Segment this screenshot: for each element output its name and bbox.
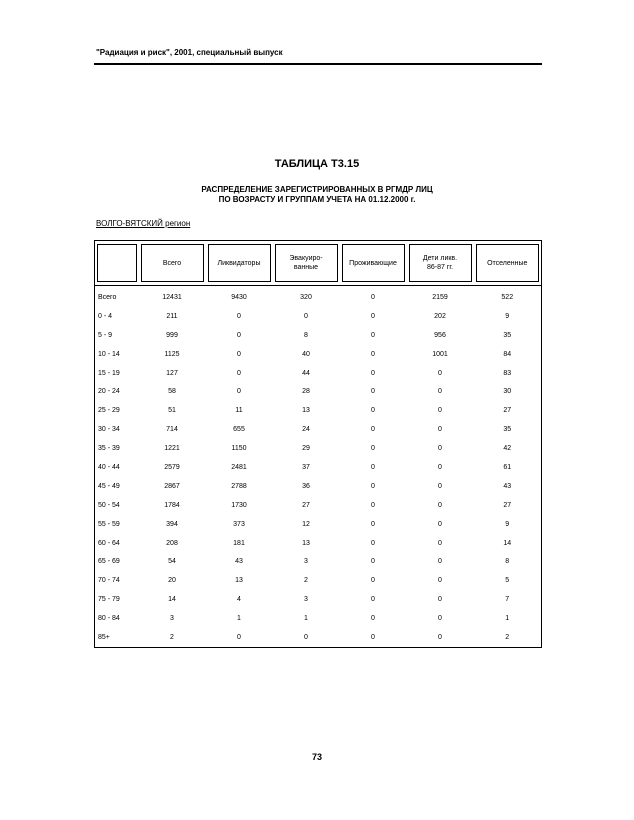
table-cell: 0: [438, 539, 442, 547]
row-label-cell: 45 - 49: [98, 482, 120, 490]
row-label-cell: 5 - 9: [98, 331, 113, 339]
table-cell: 3: [304, 558, 308, 566]
table-cell: 1730: [231, 501, 247, 509]
table-cell: 35: [503, 331, 512, 339]
table-cell: 0: [237, 331, 241, 339]
table-row: [95, 534, 542, 553]
table-cell: 0: [237, 369, 241, 377]
row-label-cell: 10 - 14: [98, 350, 120, 358]
table-cell: 9: [505, 312, 510, 320]
table-cell: 4: [237, 596, 241, 604]
table-cell: 956: [434, 331, 446, 339]
header-divider: [94, 63, 542, 65]
table-cell: 320: [300, 293, 312, 301]
row-label-cell: 15 - 19: [98, 369, 120, 377]
table-cell: 7: [505, 596, 510, 604]
table-cell: 13: [302, 407, 310, 415]
table-cell: 2: [304, 577, 308, 585]
table-cell: 2788: [231, 482, 247, 490]
table-cell: 27: [503, 407, 512, 415]
table-cell: 28: [302, 388, 310, 396]
table-cell: 37: [302, 463, 310, 471]
row-label-cell: 75 - 79: [98, 596, 120, 604]
table-cell: 0: [438, 369, 442, 377]
table-cell: 655: [233, 426, 245, 434]
table-cell: 0: [237, 633, 241, 641]
table-cell: 0: [438, 388, 442, 396]
table-cell: 2159: [432, 293, 448, 301]
table-cell: 0: [371, 463, 375, 471]
table-cell: 0: [438, 577, 442, 585]
table-row: [95, 401, 542, 420]
table-row: [95, 286, 542, 307]
table-cell: 522: [501, 293, 514, 301]
table-cell: 8: [505, 558, 510, 566]
table-subtitle: [0, 185, 634, 205]
table-cell: 2867: [164, 482, 180, 490]
table-cell: 40: [302, 350, 310, 358]
table-cell: 44: [302, 369, 310, 377]
table-cell: 0: [371, 312, 375, 320]
table-cell: 2: [505, 633, 510, 641]
table-cell: 3: [170, 615, 174, 623]
row-label-cell: 35 - 39: [98, 445, 120, 453]
table-cell: 0: [371, 539, 375, 547]
table-cell: 58: [168, 388, 176, 396]
table-cell: 0: [438, 501, 442, 509]
table-cell: 714: [166, 426, 178, 434]
table-cell: 2481: [231, 463, 247, 471]
table-cell: 0: [438, 463, 442, 471]
row-label-cell: 50 - 54: [98, 501, 120, 509]
table-cell: 3: [304, 596, 308, 604]
table-cell: 84: [503, 350, 512, 358]
table-cell: 29: [302, 445, 310, 453]
subtitle-line-2: ПО ВОЗРАСТУ И ГРУППАМ УЧЕТА НА 01.12.2000 г.: [218, 195, 416, 204]
table-cell: 36: [302, 482, 310, 490]
table-cell: 9430: [231, 293, 247, 301]
row-label-cell: 30 - 34: [98, 426, 120, 434]
table-cell: 27: [302, 501, 310, 509]
table-cell: 1784: [164, 501, 180, 509]
table-cell: 1: [237, 615, 241, 623]
table-row: [95, 590, 542, 609]
table-cell: 0: [371, 293, 375, 301]
table-row: [95, 420, 542, 439]
table-cell: 0: [438, 633, 442, 641]
subtitle-line-1: РАСПРЕДЕЛЕНИЕ ЗАРЕГИСТРИРОВАННЫХ В РГМДР ЛИЦ: [201, 185, 433, 194]
row-label-cell: 80 - 84: [98, 615, 120, 623]
table-row: [95, 326, 542, 345]
table-row: [95, 382, 542, 401]
table-cell: 0: [304, 312, 308, 320]
table-cell: 8: [304, 331, 308, 339]
table-cell: 0: [438, 615, 442, 623]
data-table: [94, 240, 542, 648]
table-cell: 35: [503, 426, 512, 434]
table-cell: 61: [503, 463, 512, 471]
table-cell: 0: [371, 596, 375, 604]
table-cell: 2: [170, 633, 174, 641]
table-row: [95, 458, 542, 477]
row-label-cell: 0 - 4: [98, 312, 113, 320]
table-title: ТАБЛИЦА Т3.15: [274, 158, 360, 170]
table-cell: 0: [371, 407, 375, 415]
column-header: [95, 241, 139, 286]
table-body: [95, 286, 542, 648]
table-row: [95, 345, 542, 364]
table-row: [95, 628, 542, 647]
table-cell: 202: [434, 312, 446, 320]
table-cell: 0: [371, 426, 375, 434]
table-cell: 14: [503, 539, 512, 547]
table-cell: 42: [503, 445, 512, 453]
table-cell: 20: [168, 577, 176, 585]
table-cell: 0: [371, 445, 375, 453]
row-label-cell: 25 - 29: [98, 407, 120, 415]
region-label: ВОЛГО-ВЯТСКИЙ регион: [96, 219, 191, 228]
table-row: [95, 609, 542, 628]
table-cell: 0: [237, 312, 241, 320]
running-header: "Радиация и риск", 2001, специальный выпуск: [96, 48, 283, 57]
row-label-cell: 70 - 74: [98, 577, 120, 585]
table-cell: 1: [304, 615, 308, 623]
row-label-cell: 60 - 64: [98, 539, 120, 547]
table-cell: 30: [503, 388, 512, 396]
row-label-cell: 40 - 44: [98, 463, 120, 471]
table-cell: 83: [503, 369, 512, 377]
table-cell: 9: [505, 520, 510, 528]
table-cell: 14: [168, 596, 176, 604]
table-cell: 0: [371, 350, 375, 358]
column-header: Ликвидаторы: [206, 241, 273, 286]
page-number: 73: [311, 752, 322, 762]
table-cell: 0: [438, 407, 442, 415]
column-header: Проживающие: [340, 241, 407, 286]
table-cell: 1: [505, 615, 510, 623]
table-cell: 0: [438, 482, 442, 490]
table-cell: 1125: [164, 350, 180, 358]
table-cell: 27: [503, 501, 512, 509]
table-cell: 1001: [432, 350, 448, 358]
table-cell: 0: [371, 331, 375, 339]
table-row: [95, 571, 542, 590]
table-row: [95, 496, 542, 515]
table-row: [95, 515, 542, 534]
table-cell: 211: [166, 312, 178, 320]
table-cell: 1221: [164, 445, 180, 453]
table-cell: 54: [168, 558, 176, 566]
table-cell: 0: [438, 558, 442, 566]
table-cell: 0: [371, 482, 375, 490]
table-cell: 373: [233, 520, 245, 528]
table-cell: 0: [438, 426, 442, 434]
table-cell: 0: [371, 501, 375, 509]
table-cell: 2579: [164, 463, 180, 471]
table-cell: 999: [166, 331, 178, 339]
table-cell: 0: [438, 596, 442, 604]
table-cell: 13: [235, 577, 243, 585]
row-label-cell: 65 - 69: [98, 558, 120, 566]
table-cell: 5: [505, 577, 510, 585]
table-cell: 394: [166, 520, 178, 528]
table-cell: 0: [371, 388, 375, 396]
table-cell: 208: [166, 539, 178, 547]
table-cell: 0: [304, 633, 308, 641]
column-header: Отселенные: [474, 241, 542, 286]
table-cell: 13: [302, 539, 310, 547]
table-cell: 0: [237, 350, 241, 358]
table-header-row: [95, 241, 542, 286]
row-label-cell: 55 - 59: [98, 520, 120, 528]
table-row: [95, 552, 542, 571]
table-cell: 1150: [231, 445, 247, 453]
row-label-cell: Всего: [98, 293, 117, 301]
table-cell: 51: [168, 407, 176, 415]
table-row: [95, 364, 542, 383]
row-label-cell: 20 - 24: [98, 388, 120, 396]
table-cell: 127: [166, 369, 178, 377]
column-header: Дети ликв. 86-87 гг.: [407, 241, 474, 286]
table-cell: 24: [302, 426, 310, 434]
table-cell: 0: [438, 445, 442, 453]
column-header: Эвакуиро- ванные: [273, 241, 340, 286]
column-header: Всего: [139, 241, 206, 286]
table-cell: 12431: [162, 293, 182, 301]
table-cell: 0: [371, 633, 375, 641]
table-cell: 12: [302, 520, 310, 528]
table-cell: 0: [371, 615, 375, 623]
table-cell: 0: [371, 577, 375, 585]
table-cell: 0: [438, 520, 442, 528]
table-cell: 0: [371, 369, 375, 377]
table-cell: 0: [371, 558, 375, 566]
table-cell: 43: [503, 482, 512, 490]
row-label-cell: 85+: [98, 633, 110, 641]
table-cell: 11: [235, 407, 243, 415]
table-row: [95, 477, 542, 496]
table-cell: 181: [233, 539, 245, 547]
table-row: [95, 439, 542, 458]
table-cell: 43: [235, 558, 243, 566]
table-cell: 0: [371, 520, 375, 528]
table-row: [95, 307, 542, 326]
table-cell: 0: [237, 388, 241, 396]
